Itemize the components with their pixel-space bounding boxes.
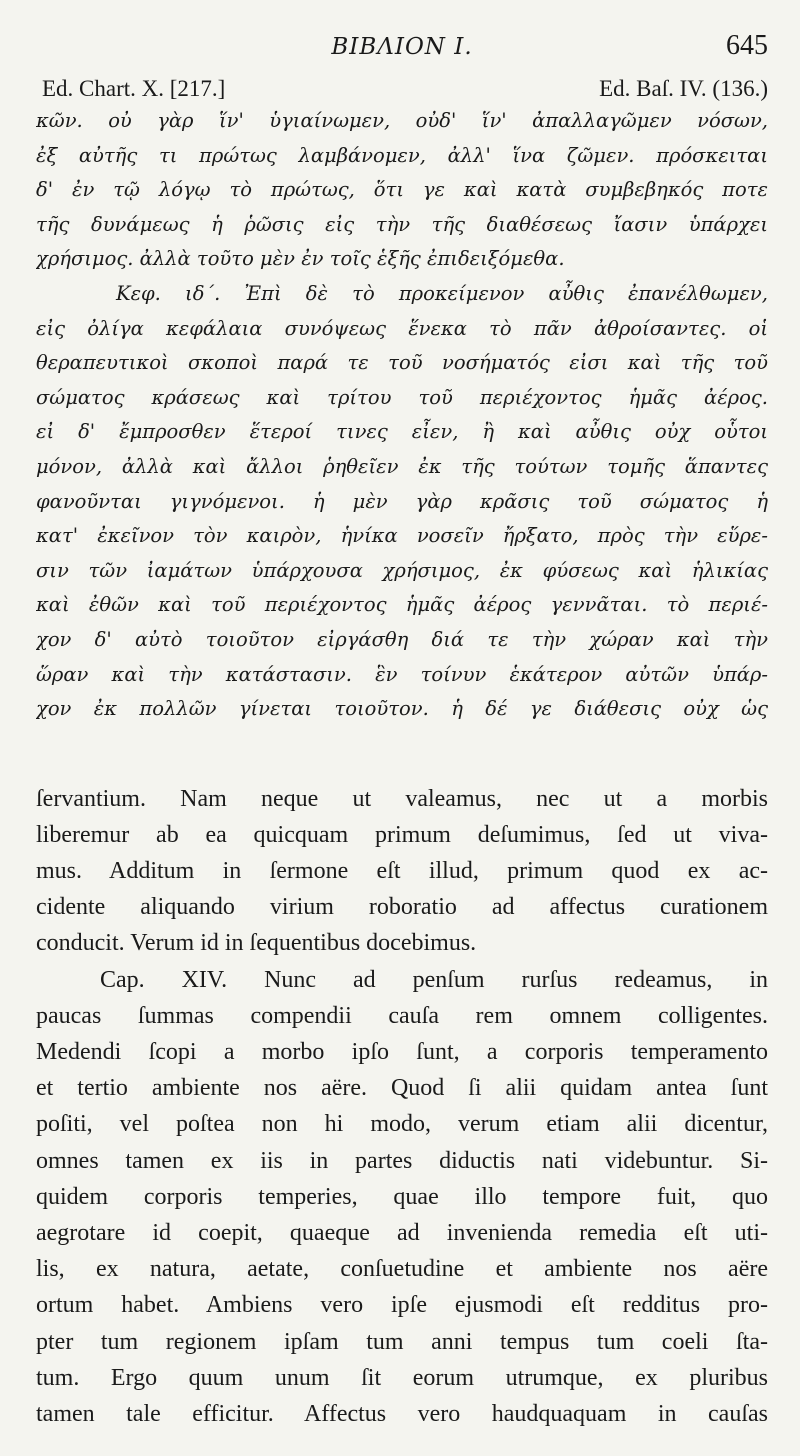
column-gap — [36, 727, 768, 781]
greek-line: φανοῦνται γιγνόμενοι. ἡ μὲν γὰρ κρᾶσις τοῦ σώματος ἡ — [36, 489, 768, 513]
latin-line: Medendi ſcopi a morbo ipſo ſunt, a corporis temperamento — [36, 1039, 768, 1065]
greek-line: εἰ δ' ἔμπροσθεν ἕτεροί τινες εἶεν, ἢ καὶ αὖθις οὐχ οὗτοι — [36, 420, 768, 444]
latin-line: omnes tamen ex iis in partes diductis nati videbuntur. Si- — [36, 1147, 768, 1174]
edition-basel: Ed. Baſ. IV. (136.) — [599, 76, 768, 101]
greek-line: χρήσιμος. ἀλλὰ τοῦτο μὲν ἐν τοῖς ἑξῆς ἐπιδειξόμεθα. — [36, 247, 565, 271]
latin-text — [36, 781, 768, 1432]
edition-chartier: Ed. Chart. X. [217.] — [42, 76, 226, 101]
greek-line: θεραπευτικοὶ σκοποὶ παρά τε τοῦ νοσήματός εἰσι καὶ τῆς τοῦ — [36, 351, 768, 375]
latin-line: ortum habet. Ambiens vero ipſe ejusmodi eſt redditus pro- — [36, 1292, 768, 1319]
latin-line: quidem corporis temperies, quae illo tempore fuit, quo — [36, 1183, 768, 1210]
edition-line — [42, 74, 768, 104]
latin-chapter-line: Cap. XIV. Nunc ad penſum rurſus redeamus, in — [100, 966, 768, 993]
latin-line: aegrotare id coepit, quaeque ad invenienda remedia eſt uti- — [36, 1219, 768, 1246]
latin-line: cidente aliquando virium roboratio ad affectus curationem — [36, 894, 768, 921]
greek-line: καὶ ἐθῶν καὶ τοῦ περιέχοντος ἡμᾶς ἀέρος γεννᾶται. τὸ περιέ- — [36, 593, 768, 617]
latin-line: tamen tale efficitur. Affectus vero haudquaquam in cauſas — [36, 1400, 768, 1427]
greek-line: τῆς δυνάμεως ἡ ῥῶσις εἰς τὴν τῆς διαθέσεως ἴασιν ὑπάρχει — [36, 212, 768, 236]
latin-line: paucas ſummas compendii cauſa rem omnem colligentes. — [36, 1002, 768, 1029]
latin-line: pter tum regionem ipſam tum anni tempus tum coeli ſta- — [36, 1328, 768, 1355]
latin-line: et tertio ambiente nos aëre. Quod ſi alii quidam antea ſunt — [36, 1075, 768, 1102]
latin-line: tum. Ergo quum unum ſit eorum utrumque, ex pluribus — [36, 1364, 768, 1391]
running-head — [36, 26, 768, 70]
latin-line: lis, ex natura, aetate, conſuetudine et ambiente nos aëre — [36, 1256, 768, 1283]
latin-line: conducit. Verum id in ſequentibus docebimus. — [36, 930, 477, 957]
greek-line: μόνον, ἀλλὰ καὶ ἄλλοι ῥηθεῖεν ἐκ τῆς τούτων τομῆς ἅπαντες — [36, 454, 768, 478]
latin-line: liberemur ab ea quicquam primum deſumimus, ſed ut viva- — [36, 821, 768, 848]
running-title: ΒΙΒΛΙΟΝ Ι. — [331, 34, 473, 60]
greek-line: ὥραν καὶ τὴν κατάστασιν. ἓν τοίνυν ἑκάτερον αὐτῶν ὑπάρ- — [36, 662, 768, 686]
greek-line: ἐξ αὐτῆς τι πρώτως λαμβάνομεν, ἀλλ' ἵνα ζῶμεν. πρόσκειται — [36, 143, 768, 167]
greek-line: εἰς ὀλίγα κεφάλαια συνόψεως ἕνεκα τὸ πᾶν ἀθροίσαντες. οἱ — [36, 316, 768, 340]
greek-line: σιν τῶν ἰαμάτων ὑπάρχουσα χρήσιμος, ἐκ φύσεως καὶ ἡλικίας — [36, 558, 768, 582]
greek-line: χον δ' αὐτὸ τοιοῦτον εἰργάσθη διά τε τὴν χώραν καὶ τὴν — [36, 627, 768, 651]
latin-line: mus. Additum in ſermone eſt illud, primum quod ex ac- — [36, 858, 768, 885]
latin-line: poſiti, vel poſtea non hi modo, verum etiam alii dicentur, — [36, 1111, 768, 1138]
greek-line: δ' ἐν τῷ λόγῳ τὸ πρώτως, ὅτι γε καὶ κατὰ συμβεβηκός ποτε — [36, 178, 768, 202]
greek-text — [36, 104, 768, 727]
page-number: 645 — [726, 30, 768, 61]
greek-line: κατ' ἐκεῖνον τὸν καιρὸν, ἡνίκα νοσεῖν ἤρξατο, πρὸς τὴν εὕρε- — [36, 524, 768, 548]
greek-line: χον ἐκ πολλῶν γίνεται τοιοῦτον. ἡ δέ γε διάθεσις οὐχ ὡς — [36, 697, 768, 721]
greek-line: σώματος κράσεως καὶ τρίτου τοῦ περιέχοντος ἡμᾶς ἀέρος. — [36, 385, 768, 409]
latin-line: ſervantium. Nam neque ut valeamus, nec ut a morbis — [36, 785, 768, 812]
greek-line: κῶν. οὐ γὰρ ἵν' ὑγιαίνωμεν, οὐδ' ἵν' ἀπαλλαγῶμεν νόσων, — [36, 109, 768, 132]
greek-chapter-line: Κεφ. ιδ΄. Ἐπὶ δὲ τὸ προκείμενον αὖθις ἐπανέλθωμεν, — [116, 281, 768, 305]
